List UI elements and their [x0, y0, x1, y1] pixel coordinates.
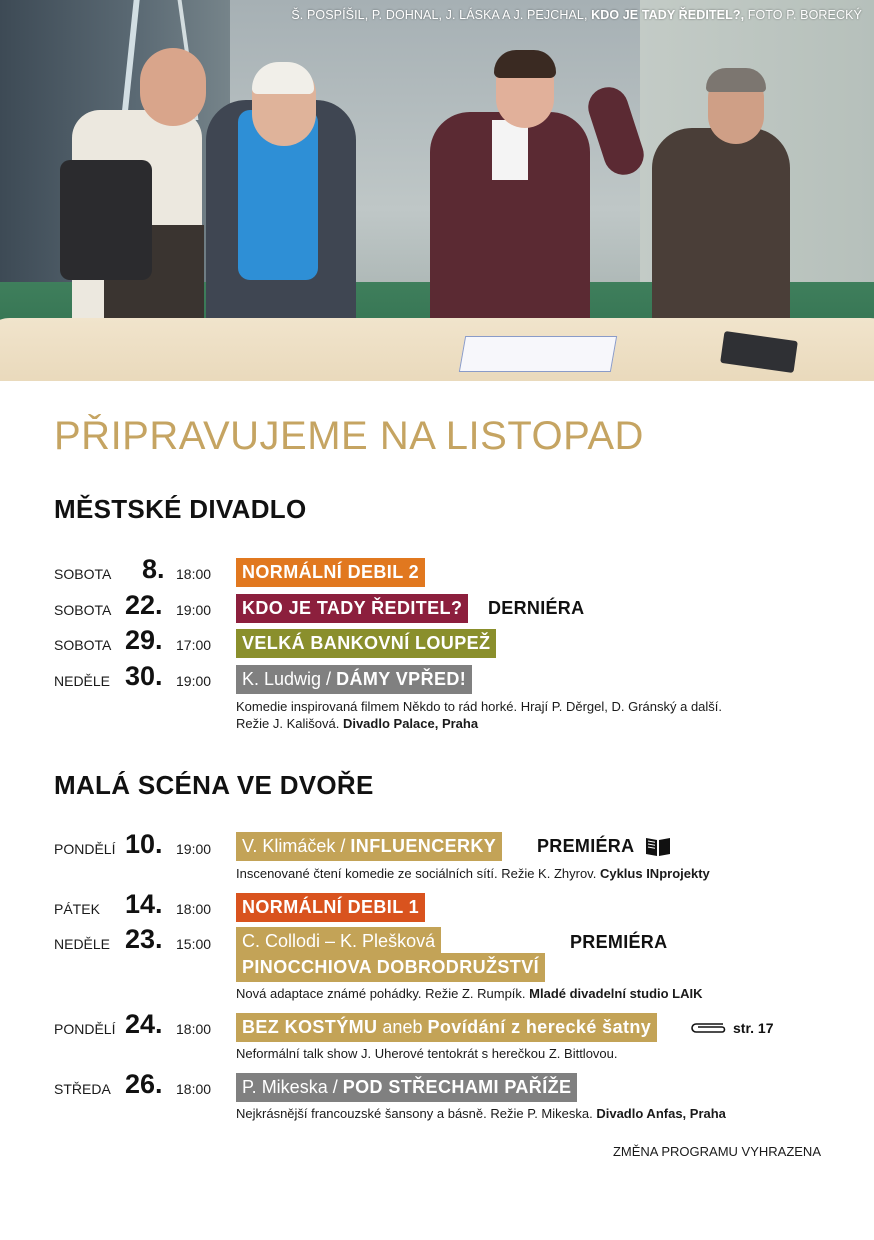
page-title: PŘIPRAVUJEME NA LISTOPAD — [54, 414, 644, 458]
venue: Mladé divadelní studio LAIK — [529, 986, 703, 1001]
credit-names: Š. POSPÍŠIL, P. DOHNAL, J. LÁSKA A J. PEJCHAL, — [291, 8, 588, 22]
event-title: INFLUENCERKY — [350, 836, 497, 856]
description-text: Nejkrásnější francouzské šansony a básně. Režie P. Mikeska. — [236, 1106, 593, 1121]
event-time: 18:00 — [176, 901, 212, 917]
hero-photo — [0, 0, 874, 381]
paperclip-icon — [689, 1021, 729, 1035]
event-time: 19:00 — [176, 602, 212, 618]
event-author: C. Collodi – K. Plešková — [242, 931, 436, 951]
event-day: SOBOTA — [54, 602, 112, 618]
event-time: 18:00 — [176, 1081, 212, 1097]
event-time: 19:00 — [176, 673, 212, 689]
event-title-bar[interactable] — [236, 1073, 577, 1102]
description-text: Režie J. Kališová. — [236, 716, 340, 731]
event-date: 24. — [125, 1009, 163, 1039]
derniera-tag: DERNIÉRA — [488, 598, 585, 618]
event-date: 14. — [125, 889, 163, 919]
venue: Cyklus INprojekty — [599, 866, 710, 881]
premiere-tag: PREMIÉRA — [570, 932, 668, 952]
credit-photographer: FOTO P. BORECKÝ — [747, 8, 862, 22]
event-title-bar[interactable] — [236, 629, 496, 658]
event-title-bar[interactable] — [236, 893, 425, 922]
program-change-note: ZMĚNA PROGRAMU VYHRAZENA — [612, 1144, 821, 1159]
event-day: SOBOTA — [54, 566, 112, 582]
event-author: K. Ludwig / — [242, 669, 332, 689]
event-date: 30. — [125, 661, 163, 691]
event-time: 15:00 — [176, 936, 212, 952]
venue: Divadlo Anfas, Praha — [596, 1106, 726, 1121]
event-date: 26. — [125, 1069, 163, 1099]
event-author-bar[interactable] — [236, 927, 441, 953]
event-description — [236, 985, 703, 1002]
event-title-bar[interactable] — [236, 594, 468, 623]
document-on-desk — [459, 336, 617, 372]
event-title: NORMÁLNÍ DEBIL 1 — [242, 897, 420, 917]
event-day: SOBOTA — [54, 637, 112, 653]
event-day: PÁTEK — [54, 901, 100, 917]
event-date: 23. — [125, 924, 163, 954]
event-description — [236, 865, 710, 882]
event-title-bar[interactable] — [236, 832, 502, 861]
event-subtitle: Povídání z herecké šatny — [427, 1017, 652, 1037]
event-day: NEDĚLE — [54, 673, 111, 689]
event-date: 29. — [125, 625, 163, 655]
event-description: Neformální talk show J. Uherové tentokrát s herečkou Z. Bittlovou. — [236, 1046, 618, 1061]
event-date: 8. — [142, 554, 165, 584]
event-title: NORMÁLNÍ DEBIL 2 — [242, 562, 420, 582]
event-time: 18:00 — [176, 566, 212, 582]
description-text: Inscenované čtení komedie ze sociálních sítí. Režie K. Zhyrov. — [236, 866, 597, 881]
section-heading-mala: MALÁ SCÉNA VE DVOŘE — [54, 770, 374, 800]
event-date: 22. — [125, 590, 163, 620]
event-day: PONDĚLÍ — [54, 1021, 116, 1037]
event-day: NEDĚLE — [54, 936, 111, 952]
event-title-bar[interactable] — [236, 558, 425, 587]
photo-credit — [291, 8, 862, 22]
section-heading-mestske: MĚSTSKÉ DIVADLO — [54, 494, 307, 524]
credit-title: KDO JE TADY ŘEDITEL?, — [591, 8, 745, 22]
event-title: VELKÁ BANKOVNÍ LOUPEŽ — [242, 633, 491, 653]
event-time: 18:00 — [176, 1021, 212, 1037]
event-time: 19:00 — [176, 841, 212, 857]
event-day: PONDĚLÍ — [54, 841, 116, 857]
event-title: PINOCCHIOVA DOBRODRUŽSTVÍ — [242, 957, 540, 977]
event-description — [236, 1105, 726, 1122]
description-text: Nová adaptace známé pohádky. Režie Z. Rumpík. — [236, 986, 526, 1001]
event-day: STŘEDA — [54, 1081, 111, 1097]
event-title: KDO JE TADY ŘEDITEL? — [242, 598, 463, 618]
event-title: BEZ KOSTÝMU — [242, 1017, 378, 1037]
book-icon — [645, 835, 671, 857]
event-date: 10. — [125, 829, 163, 859]
event-title: POD STŘECHAMI PAŘÍŽE — [342, 1077, 572, 1097]
event-author: V. Klimáček / — [242, 836, 346, 856]
title-connector: aneb — [382, 1017, 423, 1037]
event-title-bar[interactable] — [236, 665, 472, 694]
event-title-bar[interactable] — [236, 1013, 657, 1042]
description-line — [236, 715, 722, 732]
event-description — [236, 698, 722, 732]
event-title-bar[interactable] — [236, 953, 545, 982]
event-author: P. Mikeska / — [242, 1077, 338, 1097]
event-title: DÁMY VPŘED! — [336, 669, 467, 689]
page-reference[interactable]: str. 17 — [733, 1020, 774, 1036]
description-line: Komedie inspirovaná filmem Někdo to rád horké. Hrají P. Děrgel, D. Gránský a další. — [236, 699, 723, 714]
premiere-tag: PREMIÉRA — [537, 836, 635, 856]
venue: Divadlo Palace, Praha — [342, 716, 479, 731]
event-time: 17:00 — [176, 637, 212, 653]
